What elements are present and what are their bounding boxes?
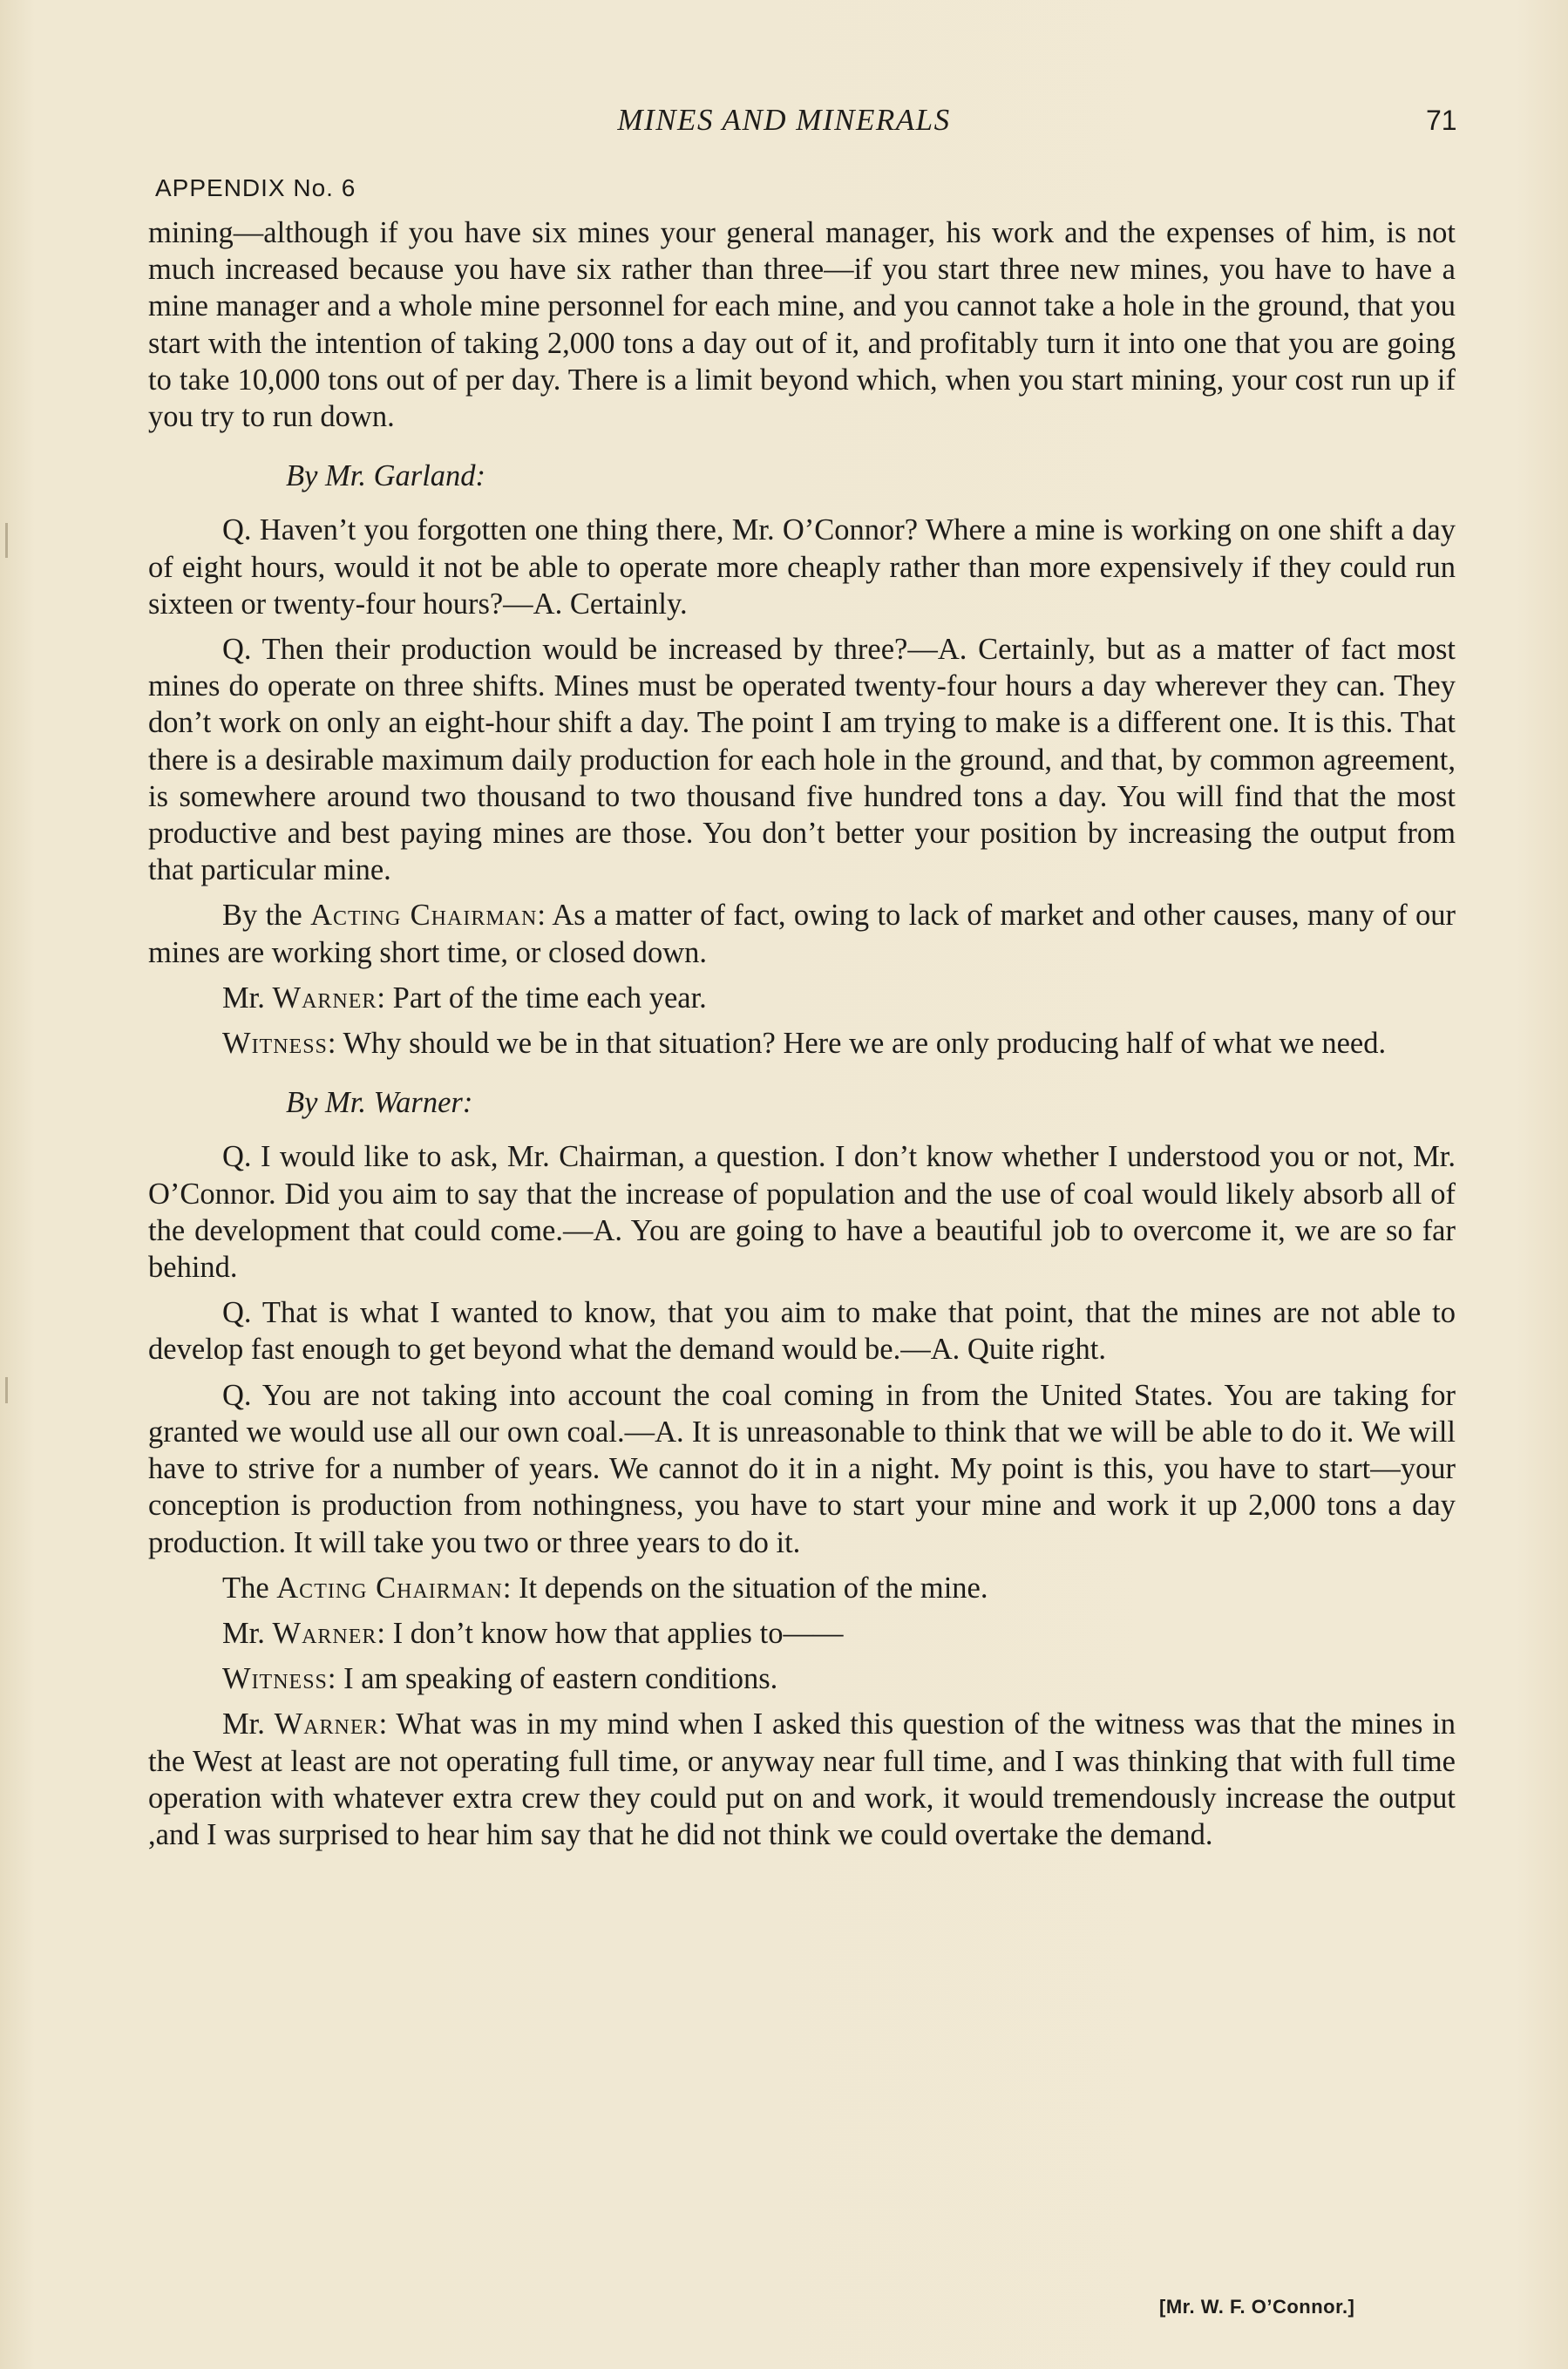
paragraph [148, 1294, 1456, 1368]
paragraph-text: : I am speaking of eastern conditions. [327, 1662, 778, 1696]
examiner-heading [148, 1084, 1456, 1121]
paragraph [148, 631, 1456, 888]
speaker-name: Acting Chairman [276, 1571, 503, 1605]
footer-witness-note: [Mr. W. F. O’Connor.] [1159, 2296, 1355, 2318]
speaker-prefix: The [222, 1571, 277, 1605]
paragraph [148, 980, 1456, 1016]
page-edge-mark [5, 523, 8, 558]
examiner-heading-text: By Mr. Garland: [286, 459, 486, 493]
speaker-prefix: Mr. [222, 1707, 275, 1741]
paragraph-text: mining—although if you have six mines your general manager, his work and the expenses of him, is not much increased because you have six rather than three—if you start three new mines, you have to have a mine manager and a whole mine personnel for each mine, and you cannot take a hole in the ground, that you start with the intention of taking 2,000 tons a day out of it, and profitably turn it into one that you are going to take 10,000 tons out of per day. There is a limit beyond which, when you start mining, your cost run up if you try to run down. [148, 216, 1456, 434]
paragraph [148, 1025, 1456, 1062]
paragraph [148, 214, 1456, 435]
paragraph-text: : What was in my mind when I asked this question of the witness was that the mines in the West at least are not operating full time, or anyway near full time, and I was thinking that with full time operation with whatever extra crew they could put on and work, it would tremendously increase the output ,and I was surprised to hear him say that he did not think we could overtake the demand. [148, 1707, 1456, 1851]
paragraph-text: : It depends on the situation of the mine. [502, 1571, 988, 1605]
examiner-heading-text: By Mr. Warner: [286, 1086, 473, 1120]
paragraph-text: : I don’t know how that applies to—— [377, 1616, 844, 1650]
paragraph-text: Q. That is what I wanted to know, that you aim to make that point, that the mines are not able to develop fast enough to get beyond what the demand would be.—A. Quite right. [148, 1296, 1456, 1367]
speaker-name: Warner [272, 1616, 377, 1650]
paragraph [148, 897, 1456, 970]
speaker-name: Witness [222, 1662, 328, 1696]
paragraph-text: Q. Then their production would be increased by three?—A. Certainly, but as a matter of fact most mines do operate on three shifts. Mines must be operated twenty-four hours a day wherever they can. They don’t work on only an eight-hour shift a day. The point I am trying to make is a different one. It is this. That there is a desirable maximum daily production for each hole in the ground, and that, by common agreement, is somewhere around two thousand to two thousand five hundred tons a day. You will find that the most productive and best paying mines are those. You don’t better your position by increasing the output from that particular mine. [148, 633, 1456, 887]
speaker-prefix: Mr. [222, 1616, 273, 1650]
speaker-prefix: Mr. [222, 981, 273, 1015]
paragraph [148, 1615, 1456, 1652]
paragraph [148, 512, 1456, 622]
speaker-name: Acting Chairman [310, 899, 538, 933]
paragraph-text: Q. Haven’t you forgotten one thing there, Mr. O’Connor? Where a mine is working on one shift a day of eight hours, would it not be able to operate more cheaply rather than more expensively if they could run sixteen or twenty-four hours?—A. Certainly. [148, 513, 1456, 621]
paragraph-text: Q. I would like to ask, Mr. Chairman, a question. I don’t know whether I understood you or not, Mr. O’Connor. Did you aim to say that the increase of population and the use of coal would likely absorb all of the development that could come.—A. You are going to have a beautiful job to overcome it, we are so far behind. [148, 1140, 1456, 1285]
paragraph-text: : Why should we be in that situation? Here we are only producing half of what we need. [327, 1027, 1387, 1061]
appendix-label: APPENDIX No. 6 [155, 174, 356, 201]
running-header-title: MINES AND MINERALS [617, 103, 951, 137]
examiner-heading [148, 458, 1456, 494]
body-text [148, 214, 1456, 1862]
paragraph-text: : As a matter of fact, owing to lack of market and other causes, many of our mines are working short time, or closed down. [148, 899, 1456, 969]
paragraph [148, 1706, 1456, 1853]
paragraph-text: : Part of the time each year. [377, 981, 707, 1015]
page-number: 71 [1426, 105, 1457, 136]
paragraph [148, 1377, 1456, 1561]
page-edge-mark [5, 1377, 8, 1403]
speaker-prefix: By the [222, 899, 311, 933]
speaker-name: Warner [272, 981, 377, 1015]
paragraph [148, 1138, 1456, 1286]
paragraph [148, 1660, 1456, 1697]
paragraph-text: Q. You are not taking into account the coal coming in from the United States. You are taking for granted we would use all our own coal.—A. It is unreasonable to think that we will be able to do it. We will have to strive for a number of years. We cannot do it in a night. My point is this, you have to start—your conception is production from nothingness, you have to start your mine and work it up 2,000 tons a day production. It will take you two or three years to do it. [148, 1378, 1456, 1559]
speaker-name: Warner [274, 1707, 379, 1741]
speaker-name: Witness [222, 1027, 328, 1061]
paragraph [148, 1570, 1456, 1606]
